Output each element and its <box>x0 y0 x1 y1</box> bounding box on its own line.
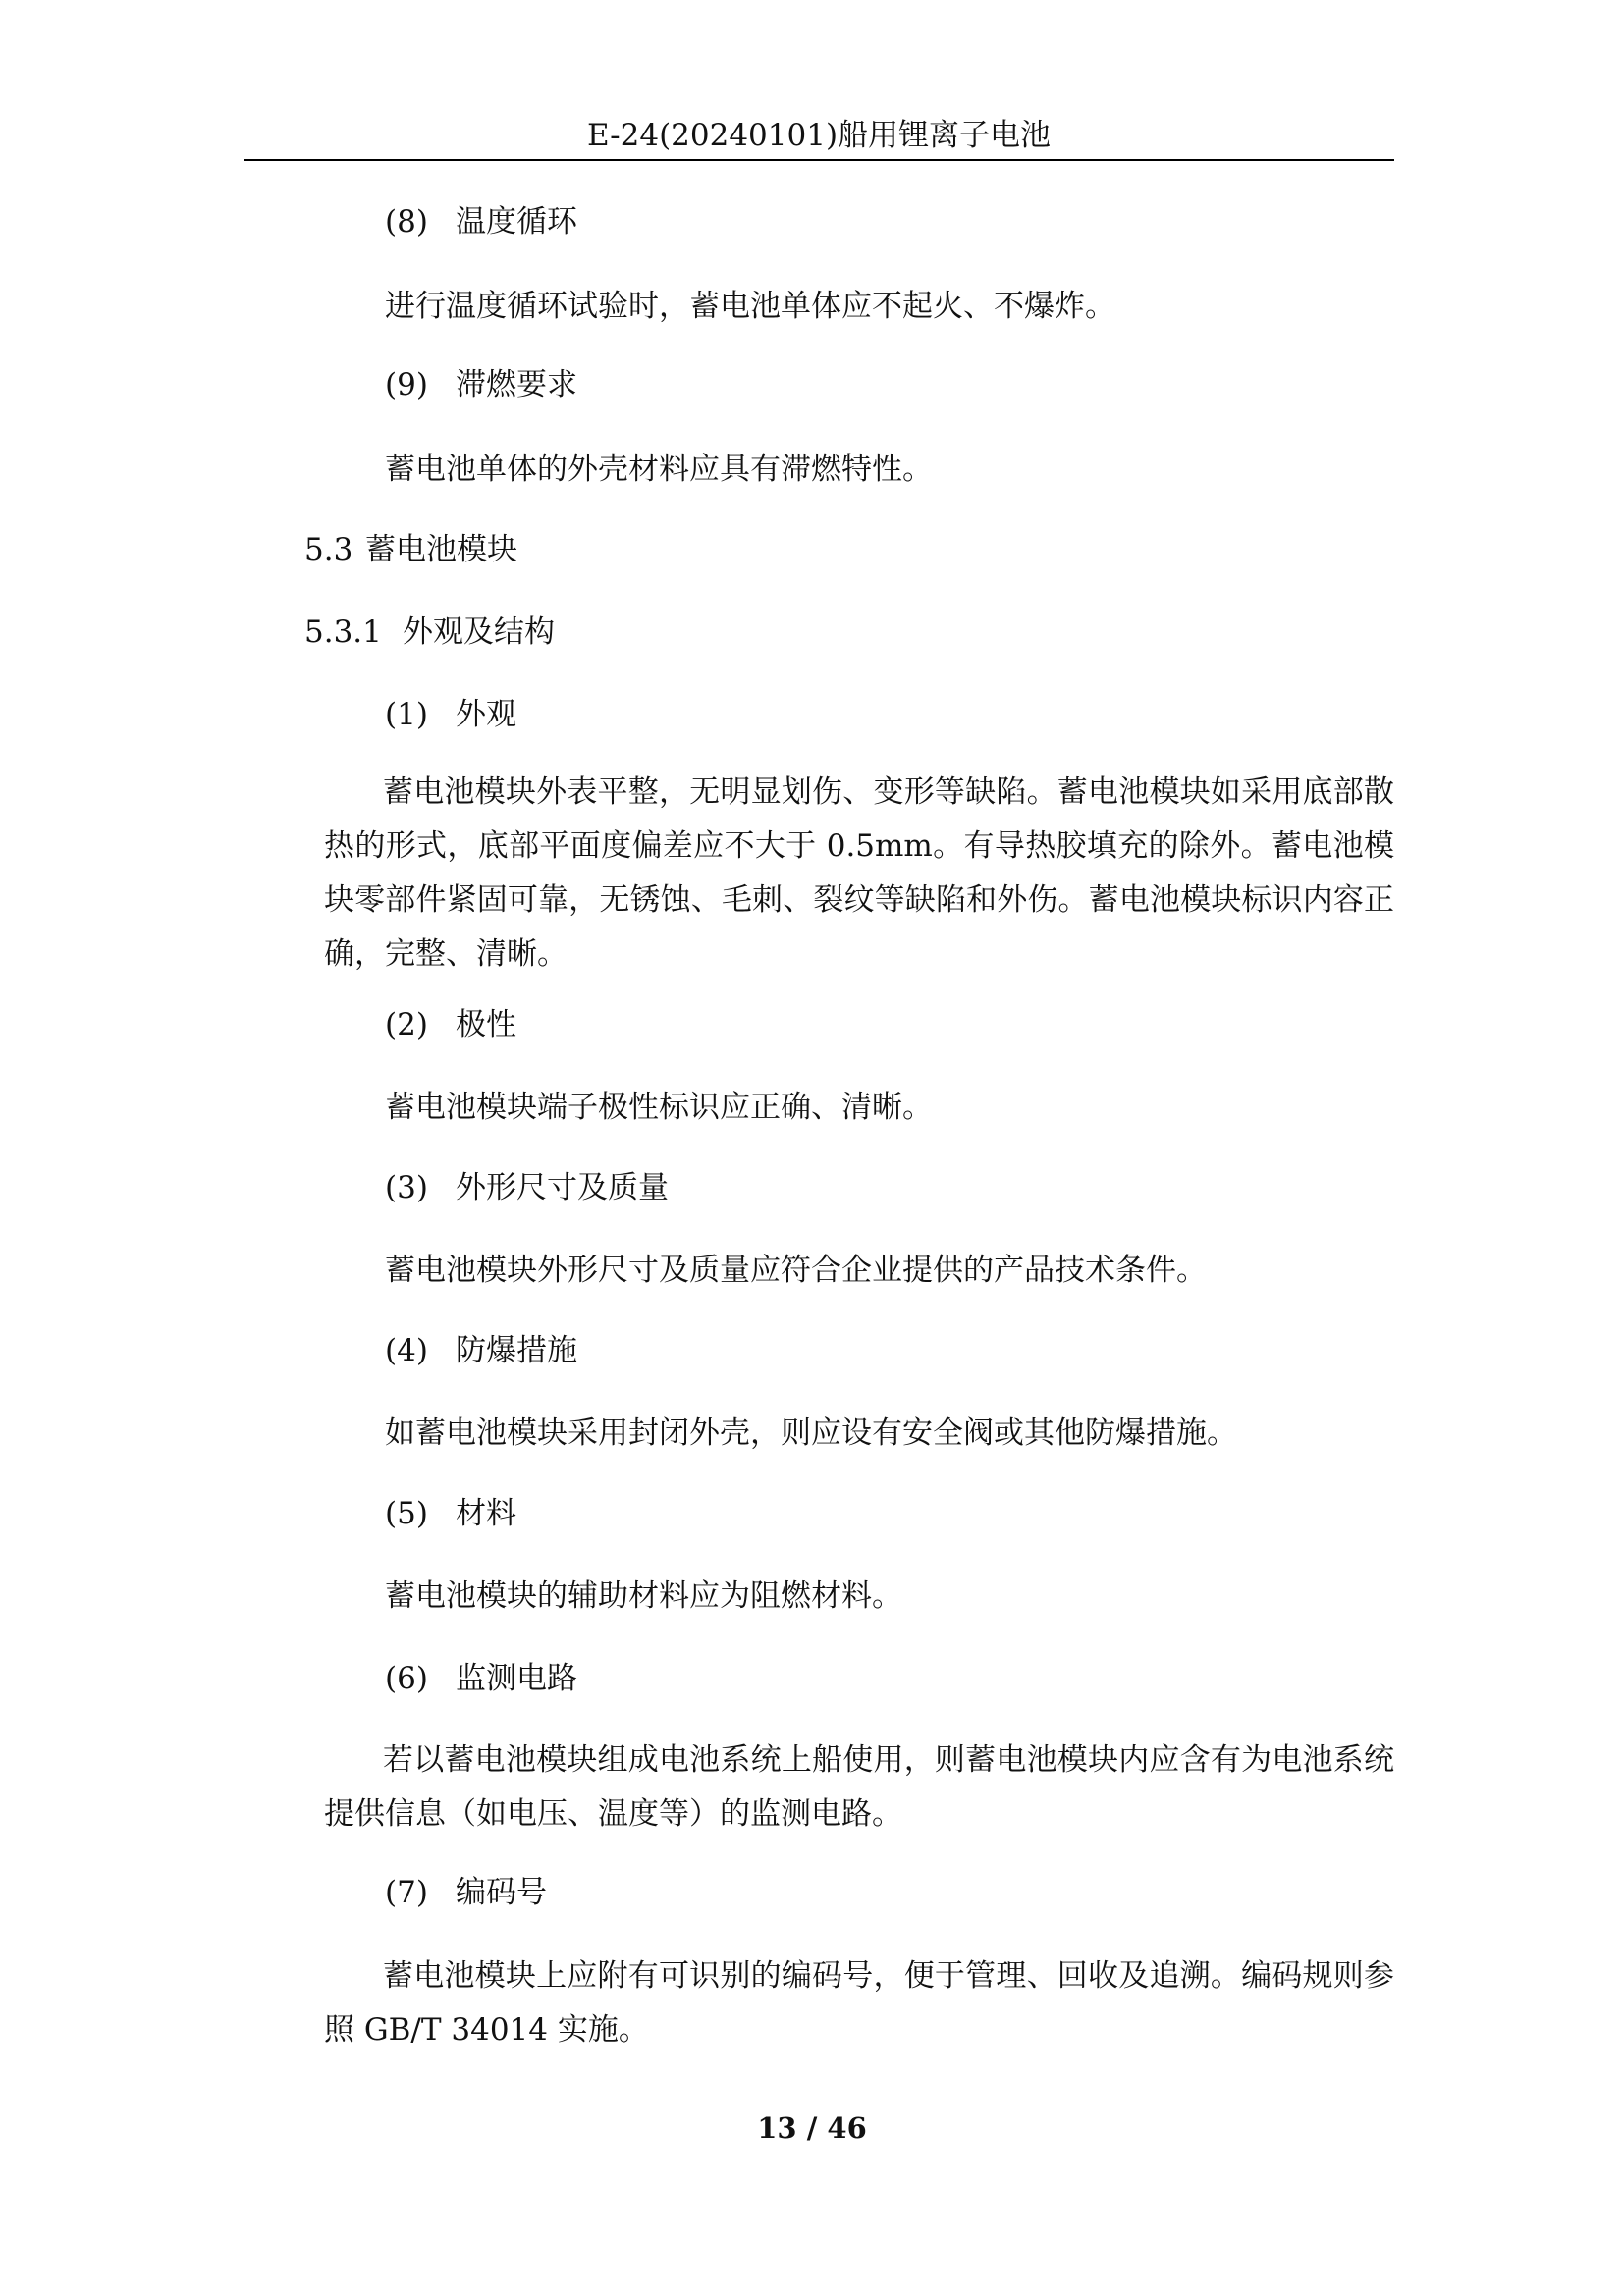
item-label: 编码号 <box>456 1875 547 1910</box>
item-label: 外观 <box>456 697 516 732</box>
paragraph-3: 蓄电池模块外形尺寸及质量应符合企业提供的产品技术条件。 <box>385 1253 1207 1288</box>
item-2 <box>385 1005 516 1044</box>
item-number: (4) <box>385 1333 428 1368</box>
paragraph-8: 进行温度循环试验时，蓄电池单体应不起火、不爆炸。 <box>385 289 1115 324</box>
item-number: (7) <box>385 1875 428 1910</box>
paragraph-4: 如蓄电池模块采用封闭外壳，则应设有安全阀或其他防爆措施。 <box>385 1415 1237 1451</box>
item-label: 防爆措施 <box>456 1333 577 1368</box>
page-header: E-24(20240101)船用锂离子电池 <box>586 118 1052 153</box>
item-7 <box>385 1873 547 1912</box>
header-rule <box>244 159 1394 161</box>
paragraph-5: 蓄电池模块的辅助材料应为阻燃材料。 <box>385 1578 902 1614</box>
item-8 <box>385 202 577 241</box>
item-label: 极性 <box>456 1007 516 1042</box>
item-number: (8) <box>385 204 428 240</box>
item-label: 温度循环 <box>456 204 577 240</box>
section-5-3 <box>304 530 517 569</box>
page-number: 13 / 46 <box>757 2111 867 2145</box>
item-label: 材料 <box>456 1496 516 1531</box>
item-label: 外形尺寸及质量 <box>456 1170 669 1205</box>
item-3 <box>385 1168 669 1207</box>
paragraph-1: 蓄电池模块外表平整，无明显划伤、变形等缺陷。蓄电池模块如采用底部散热的形式，底部平面度偏差应不大于 0.5mm。有导热胶填充的除外。蓄电池模块零部件紧固可靠，无锈蚀、毛刺、裂纹等缺陷和外伤。蓄电池模块标识内容正确，完整、清晰。 <box>324 774 1394 972</box>
item-6 <box>385 1659 577 1698</box>
item-5 <box>385 1494 516 1533</box>
paragraph-9: 蓄电池单体的外壳材料应具有滞燃特性。 <box>385 452 933 487</box>
item-number: (3) <box>385 1170 428 1205</box>
section-title: 蓄电池模块 <box>365 532 517 567</box>
item-1 <box>385 695 516 734</box>
item-number: (5) <box>385 1496 428 1531</box>
paragraph-7: 蓄电池模块上应附有可识别的编码号，便于管理、回收及追溯。编码规则参照 GB/T 34014 实施。 <box>324 1958 1394 2048</box>
section-5-3-1 <box>304 613 555 652</box>
section-number: 5.3 <box>304 532 353 567</box>
item-4 <box>385 1331 577 1370</box>
item-number: (6) <box>385 1661 428 1696</box>
item-label: 监测电路 <box>456 1661 577 1696</box>
paragraph-2: 蓄电池模块端子极性标识应正确、清晰。 <box>385 1090 933 1125</box>
item-number: (9) <box>385 367 428 402</box>
item-number: (2) <box>385 1007 428 1042</box>
item-number: (1) <box>385 697 428 732</box>
section-title: 外观及结构 <box>403 614 555 650</box>
paragraph-6: 若以蓄电池模块组成电池系统上船使用，则蓄电池模块内应含有为电池系统提供信息（如电压、温度等）的监测电路。 <box>324 1742 1394 1832</box>
section-number: 5.3.1 <box>304 614 382 650</box>
item-label: 滞燃要求 <box>456 367 577 402</box>
item-9 <box>385 365 577 404</box>
